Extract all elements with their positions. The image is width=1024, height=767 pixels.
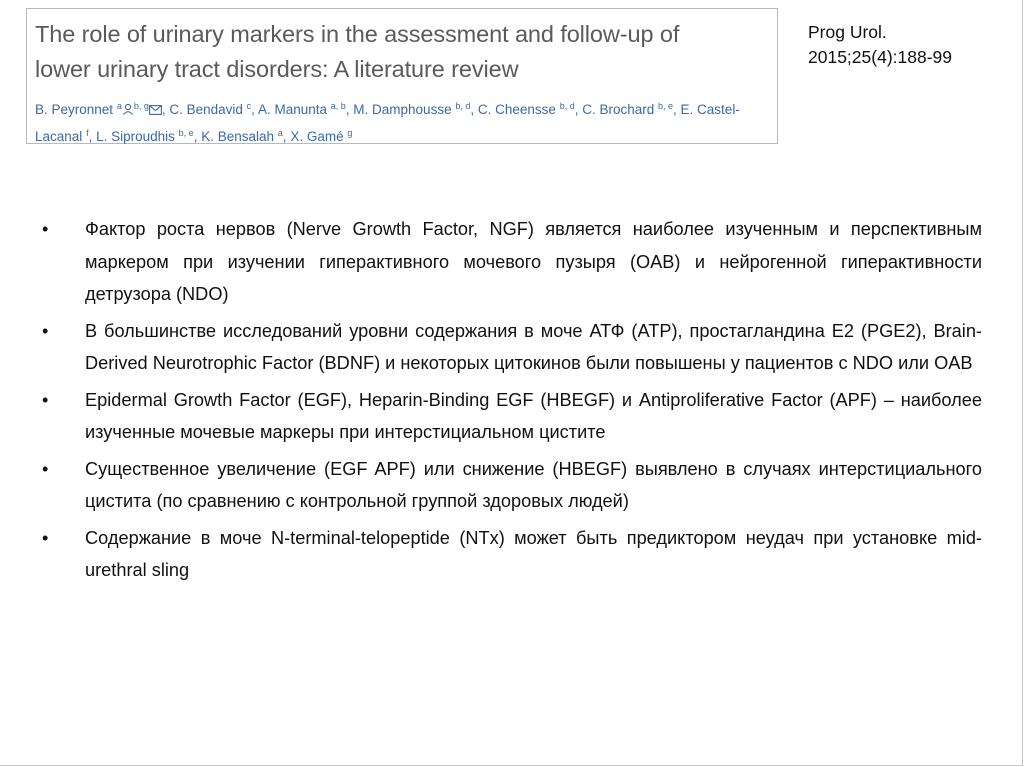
author[interactable] — [96, 129, 194, 144]
author-separator: , — [470, 102, 478, 117]
paper-title-line-1: The role of urinary markers in the assessment and follow-up of — [35, 21, 680, 47]
bullet-item — [40, 213, 982, 311]
author-separator: , — [161, 102, 170, 117]
author-affiliation: b, d — [455, 101, 471, 111]
author[interactable] — [201, 129, 283, 144]
author-separator: , — [88, 129, 97, 144]
bullet-item — [40, 384, 982, 449]
author-name[interactable]: M. Damphousse — [353, 102, 452, 117]
author-name[interactable]: C. Cheensse — [477, 102, 556, 117]
bullet-text: В большинстве исследований уровни содержания в моче АТФ (ATP), простагландина E2 (PGE2), Brain-Derived Neurotrophic Factor (BDNF) и некоторых цитокинов были повышены у пациентов с NDO или OAB — [85, 320, 982, 373]
citation-journal: Prog Urol. — [808, 22, 887, 42]
bullet-item — [40, 315, 982, 380]
bullet-marker: • — [42, 458, 49, 479]
bullet-text: Содержание в моче N-terminal-telopeptide (NTx) может быть предиктором неудач при установке mid-urethral sling — [85, 527, 982, 580]
author-name[interactable]: B. Peyronnet — [35, 102, 114, 117]
citation-reference: 2015;25(4):188-99 — [808, 47, 952, 67]
author[interactable] — [258, 102, 346, 117]
author-affiliation: a, b — [330, 101, 346, 111]
paper-title-line-2: lower urinary tract disorders: A literature review — [35, 56, 519, 82]
author-affiliation: b, g — [133, 101, 149, 111]
bullet-item — [40, 453, 982, 518]
author[interactable] — [169, 102, 251, 117]
author-affiliation: b, d — [559, 101, 575, 111]
email-icon[interactable] — [149, 99, 162, 122]
author-name[interactable]: E. Castel-Lacanal — [35, 102, 740, 144]
author-name[interactable]: C. Brochard — [582, 102, 655, 117]
author-affiliation: b, e — [658, 101, 674, 111]
author[interactable] — [353, 102, 470, 117]
author-name[interactable]: L. Siproudhis — [96, 129, 175, 144]
author-separator: , — [251, 102, 258, 117]
paper-header-snippet — [26, 8, 778, 144]
author-name[interactable]: A. Manunta — [257, 102, 327, 117]
author[interactable] — [35, 102, 162, 117]
author-name[interactable]: K. Bensalah — [201, 129, 275, 144]
bullet-marker: • — [42, 389, 49, 410]
bullet-marker: • — [42, 527, 49, 548]
paper-authors — [35, 95, 777, 148]
bullet-text: Epidermal Growth Factor (EGF), Heparin-Binding EGF (HBEGF) и Antiproliferative Factor (APF) – наиболее изученные мочевые маркеры при интерстициальном цистите — [85, 389, 982, 442]
author-separator: , — [282, 129, 291, 144]
author-separator: , — [673, 102, 681, 117]
bullet-text: Существенное увеличение (EGF APF) или снижение (HBEGF) выявлено в случаях интерстициального цистита (по сравнению с контрольной группой здоровых людей) — [85, 458, 982, 511]
author-affiliation: b, e — [178, 128, 194, 138]
author-affiliation: f — [86, 128, 89, 138]
author-name[interactable]: X. Gamé — [290, 129, 344, 144]
bullet-marker: • — [42, 219, 49, 239]
author-affiliation: g — [347, 128, 353, 138]
author-separator: , — [345, 102, 354, 117]
author[interactable] — [478, 102, 575, 117]
author[interactable] — [582, 102, 673, 117]
bullet-text: Фактор роста нервов (Nerve Growth Factor, NGF) является наиболее изученным и перспективным маркером при изучении гиперактивного мочевого пузыря (OAB) и нейрогенной гиперактивности детрузора (NDO) — [85, 219, 982, 304]
bullet-item — [40, 522, 982, 587]
paper-title — [35, 17, 777, 87]
bullet-marker: • — [42, 320, 49, 341]
author-separator: , — [574, 102, 583, 117]
author-affiliation: a — [116, 101, 122, 111]
bullet-list — [40, 213, 982, 591]
author-separator: , — [193, 129, 202, 144]
author-affiliation: a — [277, 128, 283, 138]
author-affiliation: c — [246, 101, 252, 111]
citation — [808, 20, 952, 70]
author-name[interactable]: C. Bendavid — [169, 102, 243, 117]
author[interactable] — [290, 129, 352, 144]
person-icon[interactable] — [122, 99, 134, 122]
